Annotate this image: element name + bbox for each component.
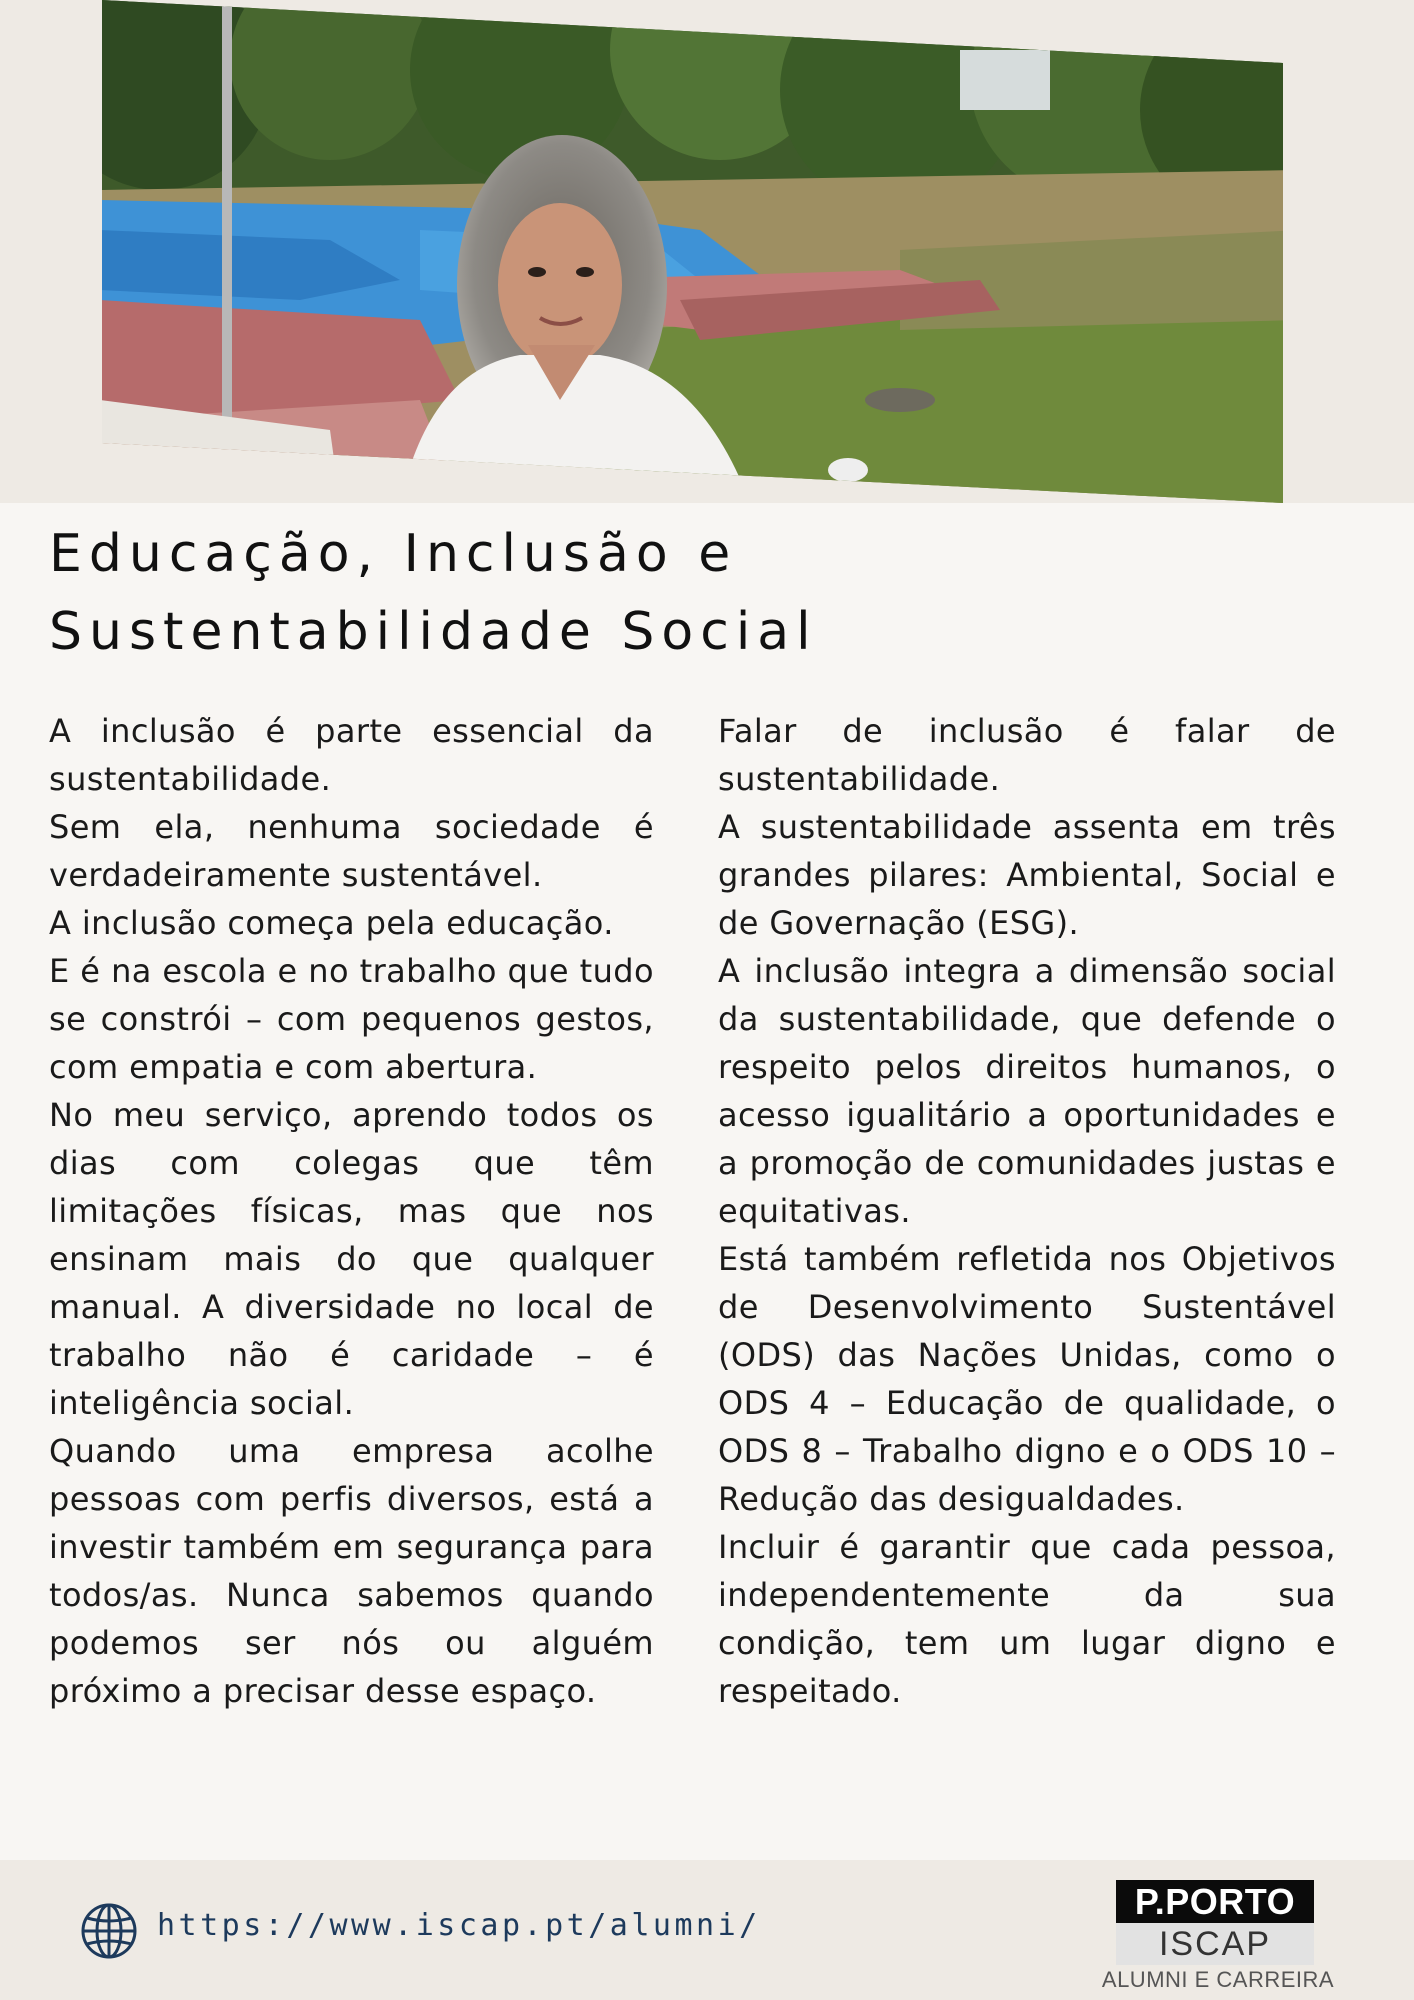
paragraph: Está também refletida nos Objetivos de Desenvolvimento Sustentável (ODS) das Nações Unidas, como o ODS 4 – Educação de qualidade, o ODS 8 – Trabalho digno e o ODS 10 – Redução das desigualdades. (718, 1240, 1336, 1518)
alumni-url-link[interactable]: https://www.iscap.pt/alumni/ (157, 1908, 761, 1943)
right-column (718, 707, 1336, 1715)
person-face (498, 203, 622, 367)
pporto-iscap-logo (1098, 1880, 1338, 1995)
title-line-2: Sustentabilidade Social (49, 602, 818, 662)
header-photo (0, 0, 1414, 503)
globe-icon (80, 1902, 138, 1960)
footer (0, 1860, 1414, 2000)
paragraph: Sem ela, nenhuma sociedade é verdadeiramente sustentável. (49, 808, 654, 894)
paragraph: No meu serviço, aprendo todos os dias com colegas que têm limitações físicas, mas que nos ensinam mais do que qualquer manual. A diversidade no local de trabalho não é caridade – é inteligência social. (49, 1096, 654, 1422)
paragraph: Incluir é garantir que cada pessoa, independentemente da sua condição, tem um lugar digno e respeitado. (718, 1528, 1336, 1710)
paragraph: Falar de inclusão é falar de sustentabilidade. (718, 712, 1336, 798)
photo-scene (0, 0, 1414, 503)
title-line-1: Educação, Inclusão e (49, 524, 738, 584)
paragraph: Quando uma empresa acolhe pessoas com perfis diversos, está a investir também em segurança para todos/as. Nunca sabemos quando podemos ser nós ou alguém próximo a precisar desse espaço. (49, 1432, 654, 1710)
logo-iscap: ISCAP (1116, 1923, 1314, 1965)
paragraph: E é na escola e no trabalho que tudo se constrói – com pequenos gestos, com empatia e com abertura. (49, 952, 654, 1086)
left-column (49, 707, 654, 1715)
logo-alumni-carreira: ALUMNI E CARREIRA (1101, 1967, 1335, 1992)
paragraph: A inclusão integra a dimensão social da sustentabilidade, que defende o respeito pelos direitos humanos, o acesso igualitário a oportunidades e a promoção de comunidades justas e equitativas. (718, 952, 1336, 1230)
paragraph: A inclusão é parte essencial da sustentabilidade. (49, 712, 654, 798)
page-title (49, 515, 1349, 671)
paragraph: A inclusão começa pela educação. (49, 904, 614, 942)
logo-pporto: P.PORTO (1116, 1880, 1314, 1923)
paragraph: A sustentabilidade assenta em três grandes pilares: Ambiental, Social e de Governação (ESG). (718, 808, 1336, 942)
